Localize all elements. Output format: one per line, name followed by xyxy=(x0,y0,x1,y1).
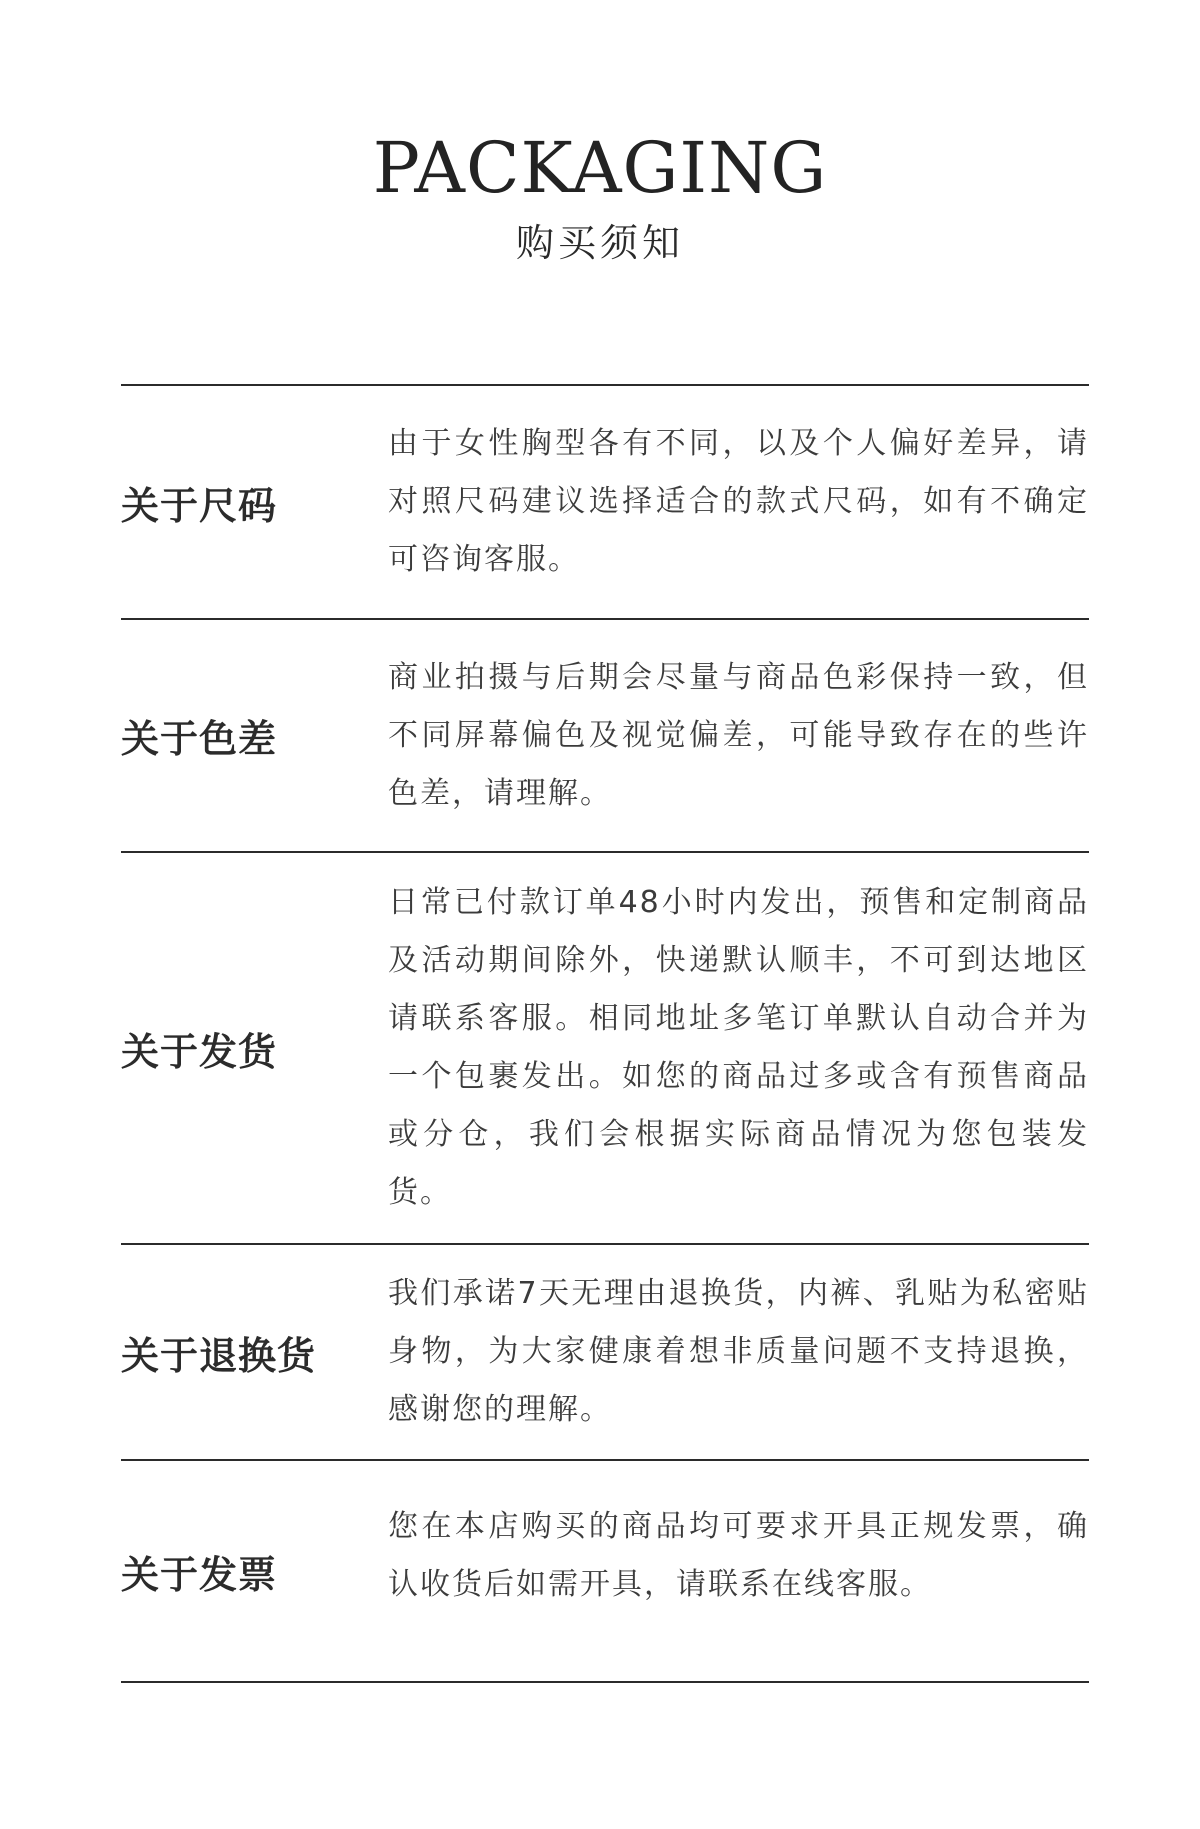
notice-section-returns xyxy=(121,1245,1089,1461)
page-title-english: PACKAGING xyxy=(372,127,828,209)
page-title-chinese: 购买须知 xyxy=(515,221,684,265)
page-header xyxy=(0,128,1200,268)
section-text: 商业拍摄与后期会尽量与商品色彩保持一致，但不同屏幕偏色及视觉偏差，可能导致存在的些许色差，请理解。 xyxy=(388,659,1089,811)
section-text: 由于女性胸型各有不同，以及个人偏好差异，请对照尺码建议选择适合的款式尺码，如有不确定可咨询客服。 xyxy=(388,426,1089,577)
notice-section-invoice xyxy=(121,1461,1089,1683)
section-label: 关于尺码 xyxy=(121,483,278,528)
section-text: 日常已付款订单48小时内发出，预售和定制商品及活动期间除外，快递默认顺丰，不可到达地区请联系客服。相同地址多笔订单默认自动合并为一个包裹发出。如您的商品过多或含有预售商品或分仓，我们会根据实际商品情况为您包装发货。 xyxy=(388,885,1089,1210)
section-label: 关于色差 xyxy=(121,717,278,761)
purchase-notice-list xyxy=(121,384,1089,1683)
section-text: 我们承诺7天无理由退换货，内裤、乳贴为私密贴身物，为大家健康着想非质量问题不支持退换，感谢您的理解。 xyxy=(388,1276,1089,1427)
notice-section-size xyxy=(121,386,1089,620)
section-text: 您在本店购买的商品均可要求开具正规发票，确认收货后如需开具，请联系在线客服。 xyxy=(388,1509,1089,1602)
notice-section-color xyxy=(121,620,1089,853)
section-label: 关于发票 xyxy=(121,1552,278,1597)
section-label: 关于发货 xyxy=(121,1029,278,1074)
notice-section-shipping xyxy=(121,853,1089,1245)
section-label: 关于退换货 xyxy=(121,1333,317,1378)
